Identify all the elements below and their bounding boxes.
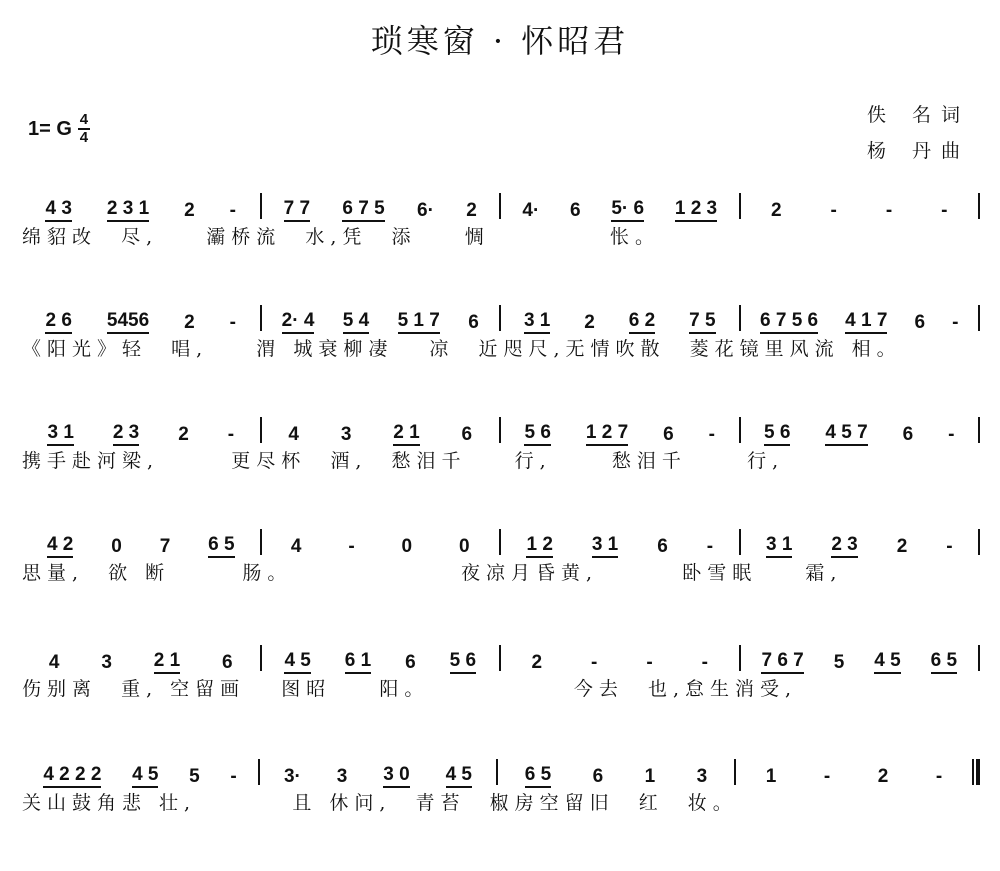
measure bbox=[501, 404, 739, 446]
note-group: 2 bbox=[178, 424, 189, 445]
note-group: 7 7 bbox=[284, 198, 310, 222]
measure bbox=[262, 632, 500, 674]
note-group: 2 3 bbox=[113, 422, 139, 446]
note-group: 6 7 5 bbox=[342, 198, 384, 222]
note-group: 2 bbox=[584, 312, 595, 333]
note-group: 6 bbox=[468, 312, 479, 333]
note-group: 4 5 bbox=[874, 650, 900, 674]
note-group: 6 5 bbox=[525, 764, 551, 788]
dash-extension: - bbox=[229, 200, 236, 221]
note-group: 3 1 bbox=[766, 534, 792, 558]
song-title: 琐寒窗 · 怀昭君 bbox=[370, 22, 630, 60]
barline bbox=[978, 193, 980, 219]
note-group: 2 1 bbox=[393, 422, 419, 446]
note-group: 4 5 bbox=[446, 764, 472, 788]
note-group: 5 bbox=[189, 766, 200, 787]
note-group: 4 1 7 bbox=[845, 310, 887, 334]
note-group: 3 bbox=[336, 766, 348, 787]
note-group: 2 bbox=[896, 536, 908, 557]
notes-row bbox=[22, 292, 980, 334]
note-group: 5· 6 bbox=[611, 198, 644, 222]
measure bbox=[262, 404, 500, 446]
lyric-line: 思量, 欲 断 肠。 夜凉月昏黄, 卧雪眠 霜, bbox=[22, 562, 843, 584]
dash-extension: - bbox=[230, 766, 237, 787]
dash-extension: - bbox=[885, 200, 893, 221]
dash-extension: - bbox=[591, 652, 598, 673]
staff-system bbox=[22, 292, 980, 362]
note-group: 2 3 bbox=[831, 534, 857, 558]
note-group: 2 3 1 bbox=[107, 198, 149, 222]
staff-system bbox=[22, 632, 980, 702]
note-group: 1 bbox=[765, 766, 777, 787]
measure bbox=[501, 180, 739, 222]
barline bbox=[978, 645, 980, 671]
note-group: 1 2 3 bbox=[675, 198, 717, 222]
dash-extension: - bbox=[935, 766, 943, 787]
measure bbox=[262, 292, 500, 334]
note-group: 0 bbox=[111, 536, 122, 557]
note-group: 3 bbox=[696, 766, 708, 787]
lyricist-credit: 佚 名词 bbox=[866, 104, 970, 126]
note-group: 6 7 5 6 bbox=[760, 310, 818, 334]
measure bbox=[501, 632, 739, 674]
note-group: 2 bbox=[531, 652, 543, 673]
note-group: 0 bbox=[401, 536, 413, 557]
note-group: 6· bbox=[417, 200, 434, 221]
note-group: 6 bbox=[570, 200, 581, 221]
note-group: 5 6 bbox=[450, 650, 476, 674]
measure bbox=[22, 632, 260, 674]
lyric-line: 携手赴河梁, 更尽杯 酒, 愁泪千 行, 愁泪千 行, bbox=[22, 450, 785, 472]
dash-extension: - bbox=[706, 536, 714, 557]
measure bbox=[741, 180, 979, 222]
staff-system bbox=[22, 404, 980, 474]
note-group: 6 5 bbox=[931, 650, 957, 674]
measure bbox=[262, 180, 500, 222]
note-group: 0 bbox=[458, 536, 470, 557]
note-group: 4 bbox=[290, 536, 302, 557]
note-group: 4 bbox=[48, 652, 60, 673]
measure bbox=[22, 516, 260, 558]
note-group: 3 1 bbox=[592, 534, 618, 558]
dash-extension: - bbox=[830, 200, 837, 221]
note-group: 1 2 bbox=[526, 534, 552, 558]
note-group: 3 bbox=[340, 424, 352, 445]
dash-extension: - bbox=[948, 424, 955, 445]
note-group: 6 bbox=[902, 424, 914, 445]
dash-extension: - bbox=[701, 652, 708, 673]
note-group: 6 bbox=[405, 652, 416, 673]
note-group: 3· bbox=[283, 766, 301, 787]
note-group: 6 bbox=[663, 424, 674, 445]
note-group: 2 bbox=[184, 200, 195, 221]
measure bbox=[22, 292, 260, 334]
barline bbox=[978, 529, 980, 555]
note-group: 7 5 bbox=[689, 310, 715, 334]
note-group: 6 bbox=[221, 652, 233, 673]
note-group: 7 bbox=[159, 536, 171, 557]
measure bbox=[741, 404, 979, 446]
note-group: 4 5 7 bbox=[825, 422, 867, 446]
dash-extension: - bbox=[946, 536, 953, 557]
note-group: 5 4 bbox=[343, 310, 369, 334]
note-group: 5456 bbox=[107, 310, 149, 334]
measure bbox=[741, 632, 979, 674]
note-group: 6 bbox=[657, 536, 668, 557]
note-group: 2 bbox=[466, 200, 477, 221]
notes-row bbox=[22, 746, 980, 788]
note-group: 6 2 bbox=[629, 310, 655, 334]
composer-credit: 杨 丹曲 bbox=[866, 140, 970, 162]
dash-extension: - bbox=[646, 652, 653, 673]
note-group: 6 bbox=[592, 766, 604, 787]
note-group: 6 bbox=[461, 424, 473, 445]
barline bbox=[978, 305, 980, 331]
measure bbox=[498, 746, 734, 788]
measure bbox=[741, 292, 979, 334]
meter-bottom: 4 bbox=[79, 129, 89, 146]
measure bbox=[736, 746, 972, 788]
key-signature bbox=[28, 112, 90, 146]
note-group: 4 bbox=[288, 424, 299, 445]
lyric-line: 《阳光》轻 唱, 渭 城衰柳凄 凉 近咫尺,无情吹散 菱花镜里风流 相。 bbox=[22, 338, 902, 360]
lyric-line: 绵貂改 尽, 灞桥流 水,凭 添 惆 怅。 bbox=[22, 226, 661, 248]
key-label: 1= G bbox=[28, 117, 72, 140]
note-group: 4 3 bbox=[45, 198, 71, 222]
note-group: 2 bbox=[877, 766, 889, 787]
measure bbox=[501, 292, 739, 334]
note-group: 6 5 bbox=[208, 534, 234, 558]
note-group: 1 2 7 bbox=[586, 422, 628, 446]
barline bbox=[972, 759, 980, 785]
note-group: 2 bbox=[770, 200, 782, 221]
dash-extension: - bbox=[823, 766, 831, 787]
meter-top: 4 bbox=[79, 111, 89, 128]
lyric-line: 伤别离 重, 空留画 图昭 阳。 今去 也,怠生消受, bbox=[22, 678, 798, 700]
measure bbox=[260, 746, 496, 788]
staff-system bbox=[22, 180, 980, 250]
dash-extension: - bbox=[227, 424, 235, 445]
notes-row bbox=[22, 516, 980, 558]
note-group: 2 1 bbox=[154, 650, 180, 674]
dash-extension: - bbox=[708, 424, 715, 445]
notes-row bbox=[22, 632, 980, 674]
measure bbox=[22, 746, 258, 788]
barline bbox=[978, 417, 980, 443]
measure bbox=[741, 516, 979, 558]
note-group: 2· 4 bbox=[282, 310, 315, 334]
note-group: 2 6 bbox=[45, 310, 71, 334]
note-group: 7 6 7 bbox=[761, 650, 803, 674]
note-group: 3 1 bbox=[47, 422, 73, 446]
staff-system bbox=[22, 516, 980, 586]
note-group: 4 2 2 2 bbox=[43, 764, 101, 788]
note-group: 4 5 bbox=[132, 764, 158, 788]
note-group: 4· bbox=[522, 200, 540, 221]
note-group: 5 6 bbox=[524, 422, 550, 446]
dash-extension: - bbox=[229, 312, 236, 333]
dash-extension: - bbox=[952, 312, 959, 333]
note-group: 2 bbox=[184, 312, 195, 333]
dash-extension: - bbox=[348, 536, 355, 557]
measure bbox=[22, 180, 260, 222]
note-group: 5 6 bbox=[764, 422, 790, 446]
note-group: 1 bbox=[644, 766, 656, 787]
note-group: 4 5 bbox=[284, 650, 310, 674]
notes-row bbox=[22, 404, 980, 446]
note-group: 5 bbox=[833, 652, 845, 673]
measure bbox=[22, 404, 260, 446]
measure bbox=[262, 516, 500, 558]
dash-extension: - bbox=[941, 200, 948, 221]
measure bbox=[501, 516, 739, 558]
note-group: 6 1 bbox=[345, 650, 371, 674]
time-signature bbox=[78, 112, 90, 146]
note-group: 6 bbox=[914, 312, 926, 333]
notes-row bbox=[22, 180, 980, 222]
note-group: 3 1 bbox=[524, 310, 550, 334]
note-group: 3 0 bbox=[383, 764, 409, 788]
staff-system bbox=[22, 746, 980, 816]
note-group: 3 bbox=[101, 652, 112, 673]
note-group: 5 1 7 bbox=[398, 310, 440, 334]
lyric-line: 关山鼓角悲 壮, 且 休问, 青苔 椒房空留旧 红 妆。 bbox=[22, 792, 738, 814]
note-group: 4 2 bbox=[47, 534, 73, 558]
